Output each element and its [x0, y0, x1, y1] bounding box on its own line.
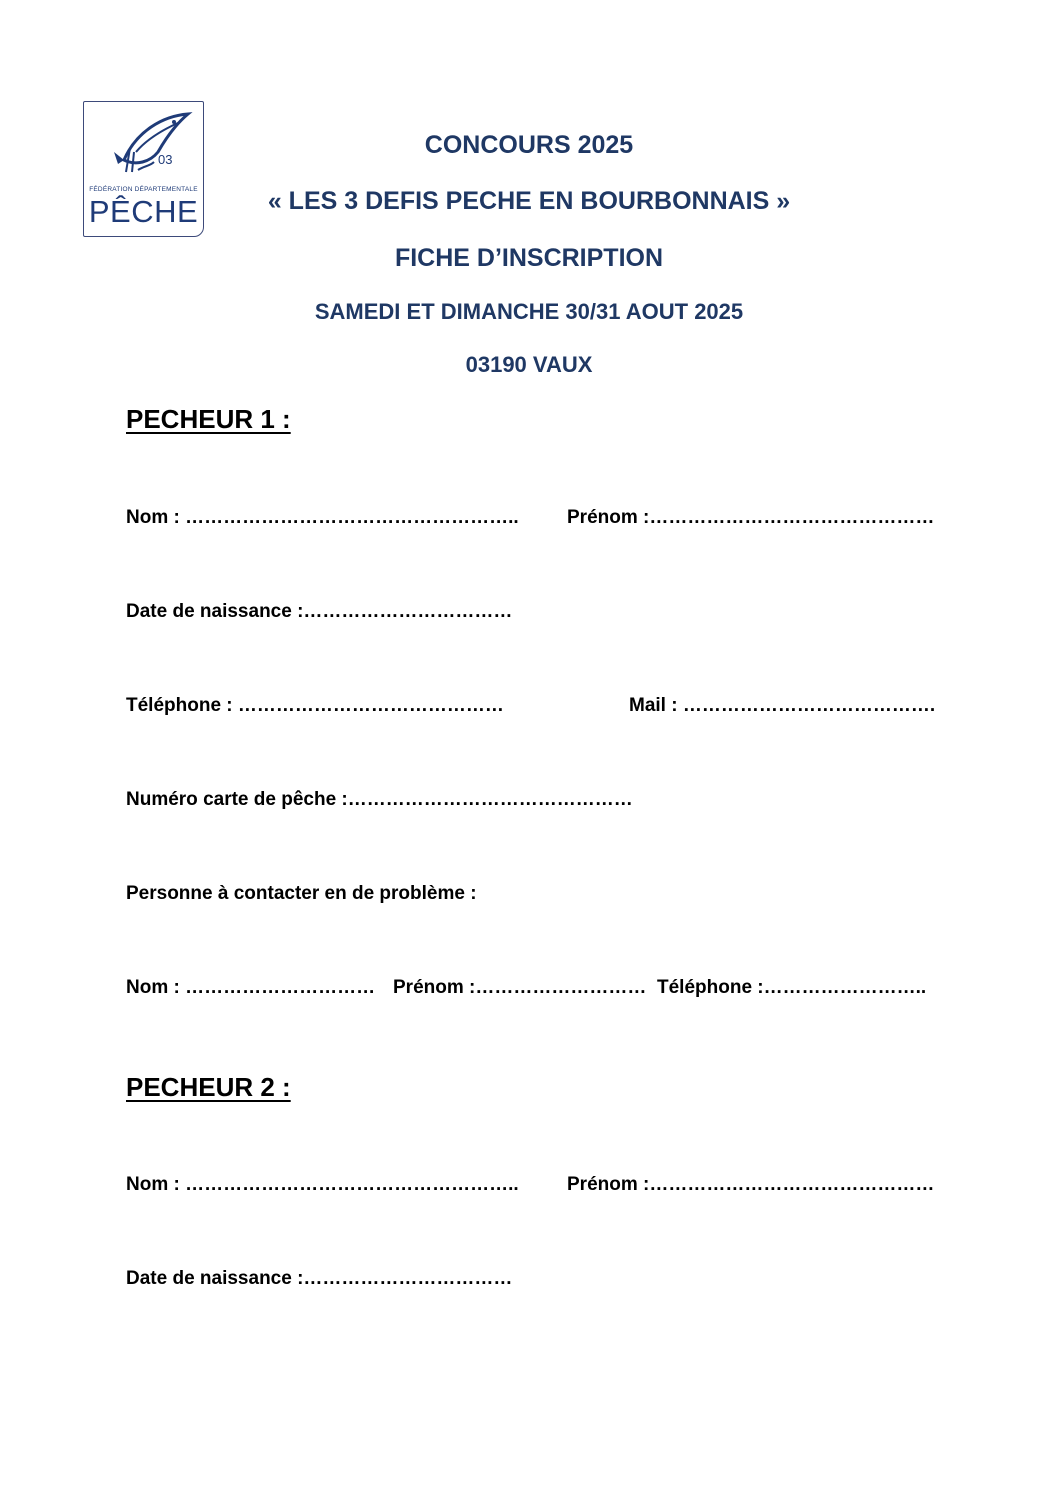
logo-subtitle: FÉDÉRATION DÉPARTEMENTALE — [89, 186, 198, 193]
pecheur1-carte-peche-field: Numéro carte de pêche :……………………………………… — [126, 789, 633, 810]
pecheur1-nom-field: Nom : …………………………………………….. — [126, 507, 519, 528]
logo-title: PÊCHE — [88, 194, 199, 229]
pecheur1-contact-telephone-field: Téléphone :…………………….. — [657, 977, 927, 998]
pecheur1-contact-label: Personne à contacter en de problème : — [126, 883, 477, 904]
pecheur1-mail-field: Mail : …………………………………. — [629, 695, 936, 716]
pecheur2-date-naissance-field: Date de naissance :…………………………… — [126, 1268, 513, 1289]
pecheur1-date-naissance-field: Date de naissance :…………………………… — [126, 601, 513, 622]
pecheur2-prenom-field: Prénom :……………………………………… — [567, 1174, 935, 1195]
pecheur1-contact-nom-field: Nom : ………………………… — [126, 977, 376, 998]
pecheur1-prenom-field: Prénom :……………………………………… — [567, 507, 935, 528]
header-location: 03190 VAUX — [465, 352, 593, 377]
federation-logo — [83, 101, 204, 237]
header-event-name: « LES 3 DEFIS PECHE EN BOURBONNAIS » — [267, 187, 791, 215]
header-title: CONCOURS 2025 — [424, 131, 634, 159]
header-form-title: FICHE D’INSCRIPTION — [394, 244, 664, 272]
header-dates: SAMEDI ET DIMANCHE 30/31 AOUT 2025 — [314, 299, 744, 324]
section-pecheur-2: PECHEUR 2 : — [126, 1072, 291, 1102]
section-pecheur-1: PECHEUR 1 : — [126, 404, 291, 434]
pecheur1-contact-prenom-field: Prénom :……………………… — [393, 977, 647, 998]
pecheur2-nom-field: Nom : …………………………………………….. — [126, 1174, 519, 1195]
pecheur1-telephone-field: Téléphone : …………………………………… — [126, 695, 504, 716]
logo-badge: 03 — [158, 152, 173, 167]
